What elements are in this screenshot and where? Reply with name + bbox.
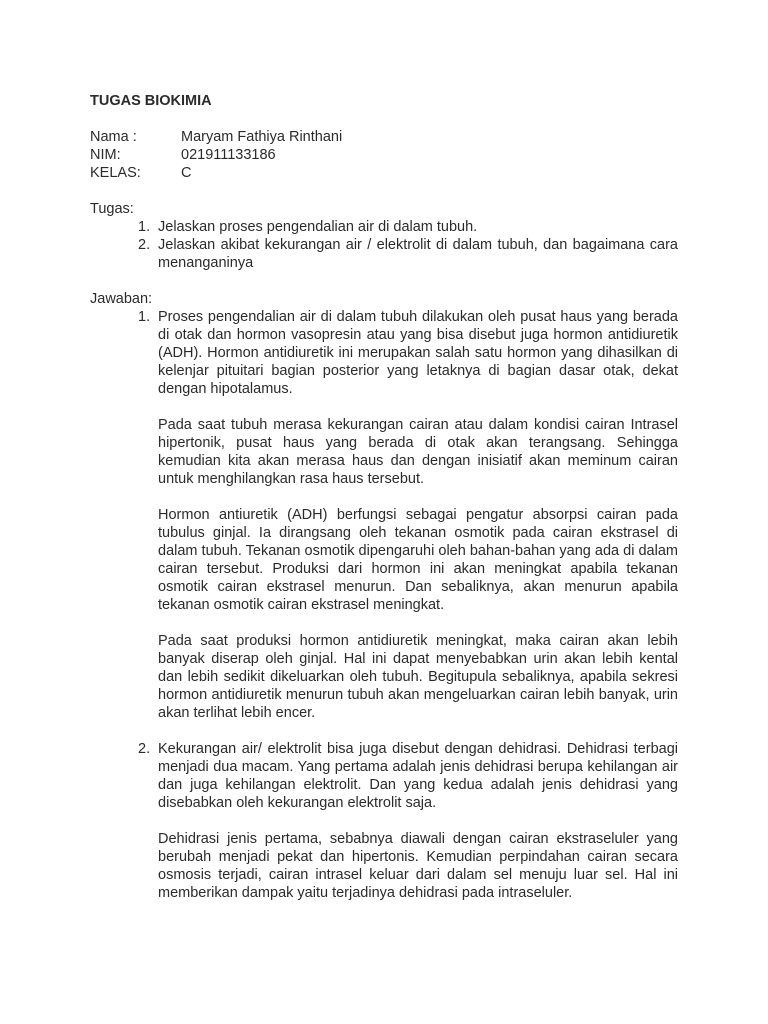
document-title: TUGAS BIOKIMIA <box>90 93 212 109</box>
list-number: 1. <box>138 219 151 235</box>
answer-paragraph: Proses pengendalian air di dalam tubuh dilakukan oleh pusat haus yang berada di otak dan hormon vasopresin atau yang bisa disebut juga hormon antidiuretik (ADH). Hormon antidiuretik ini merupakan salah satu hormon yang dihasilkan di kelenjar pituitari bagian posterior yang letaknya di bagian dasar otak, dekat dengan hipotalamus. <box>158 309 678 397</box>
list-item <box>90 218 678 236</box>
info-row-nama <box>90 128 678 146</box>
jawaban-list <box>90 308 678 902</box>
list-number: 1. <box>138 309 151 325</box>
answer-paragraph: Pada saat tubuh merasa kekurangan cairan atau dalam kondisi cairan Intrasel hipertonik, pusat haus yang berada di otak akan terangsang. Sehingga kemudian kita akan merasa haus dan dengan inisiatif akan meminum cairan untuk menghilangkan rasa haus tersebut. <box>158 417 678 487</box>
list-item <box>90 236 678 272</box>
list-item <box>90 308 678 722</box>
info-row-nim <box>90 146 678 164</box>
info-value: Maryam Fathiya Rinthani <box>181 129 343 145</box>
answer-paragraph: Kekurangan air/ elektrolit bisa juga disebut dengan dehidrasi. Dehidrasi terbagi menjadi dua macam. Yang pertama adalah jenis dehidrasi berupa kehilangan air dan juga kehilangan elektrolit. Dan yang kedua adalah jenis dehidrasi yang disebabkan oleh kekurangan elektrolit saja. <box>158 741 678 811</box>
list-number: 2. <box>138 741 151 757</box>
question-text: Jelaskan akibat kekurangan air / elektrolit di dalam tubuh, dan bagaimana cara menanganinya <box>158 237 678 271</box>
list-number: 2. <box>138 237 151 253</box>
student-info <box>90 128 678 182</box>
jawaban-label: Jawaban: <box>90 291 153 307</box>
answer-paragraph: Pada saat produksi hormon antidiuretik meningkat, maka cairan akan lebih banyak diserap oleh ginjal. Hal ini dapat menyebabkan urin akan lebih kental dan lebih sedikit dikeluarkan oleh tubuh. Begitupula sebaliknya, apabila sekresi hormon antidiuretik menurun tubuh akan mengeluarkan cairan lebih banyak, urin akan terlihat lebih encer. <box>158 633 678 721</box>
info-label: Nama : <box>90 129 137 145</box>
tugas-label: Tugas: <box>90 201 134 217</box>
info-row-kelas <box>90 164 678 182</box>
info-label: NIM: <box>90 147 121 163</box>
answer-paragraph: Hormon antiuretik (ADH) berfungsi sebagai pengatur absorpsi cairan pada tubulus ginjal. Ia dirangsang oleh tekanan osmotik pada cairan ekstrasel di dalam tubuh. Tekanan osmotik dipengaruhi oleh bahan-bahan yang ada di dalam cairan tersebut. Produksi dari hormon ini akan meningkat apabila tekanan osmotik cairan ekstrasel menurun. Dan sebaliknya, akan menurun apabila tekanan osmotik cairan ekstrasel meningkat. <box>158 507 678 613</box>
list-item <box>90 740 678 902</box>
info-value: 021911133186 <box>181 147 276 163</box>
info-label: KELAS: <box>90 165 141 181</box>
document-content <box>90 92 678 902</box>
question-text: Jelaskan proses pengendalian air di dalam tubuh. <box>158 219 478 235</box>
answer-paragraph: Dehidrasi jenis pertama, sebabnya diawali dengan cairan ekstraseluler yang berubah menjadi pekat dan hipertonis. Kemudian perpindahan cairan secara osmosis terjadi, cairan intrasel keluar dari dalam sel menuju luar sel. Hal ini memberikan dampak yaitu terjadinya dehidrasi pada intraseluler. <box>158 831 678 901</box>
tugas-list <box>90 218 678 272</box>
info-value: C <box>181 165 192 181</box>
